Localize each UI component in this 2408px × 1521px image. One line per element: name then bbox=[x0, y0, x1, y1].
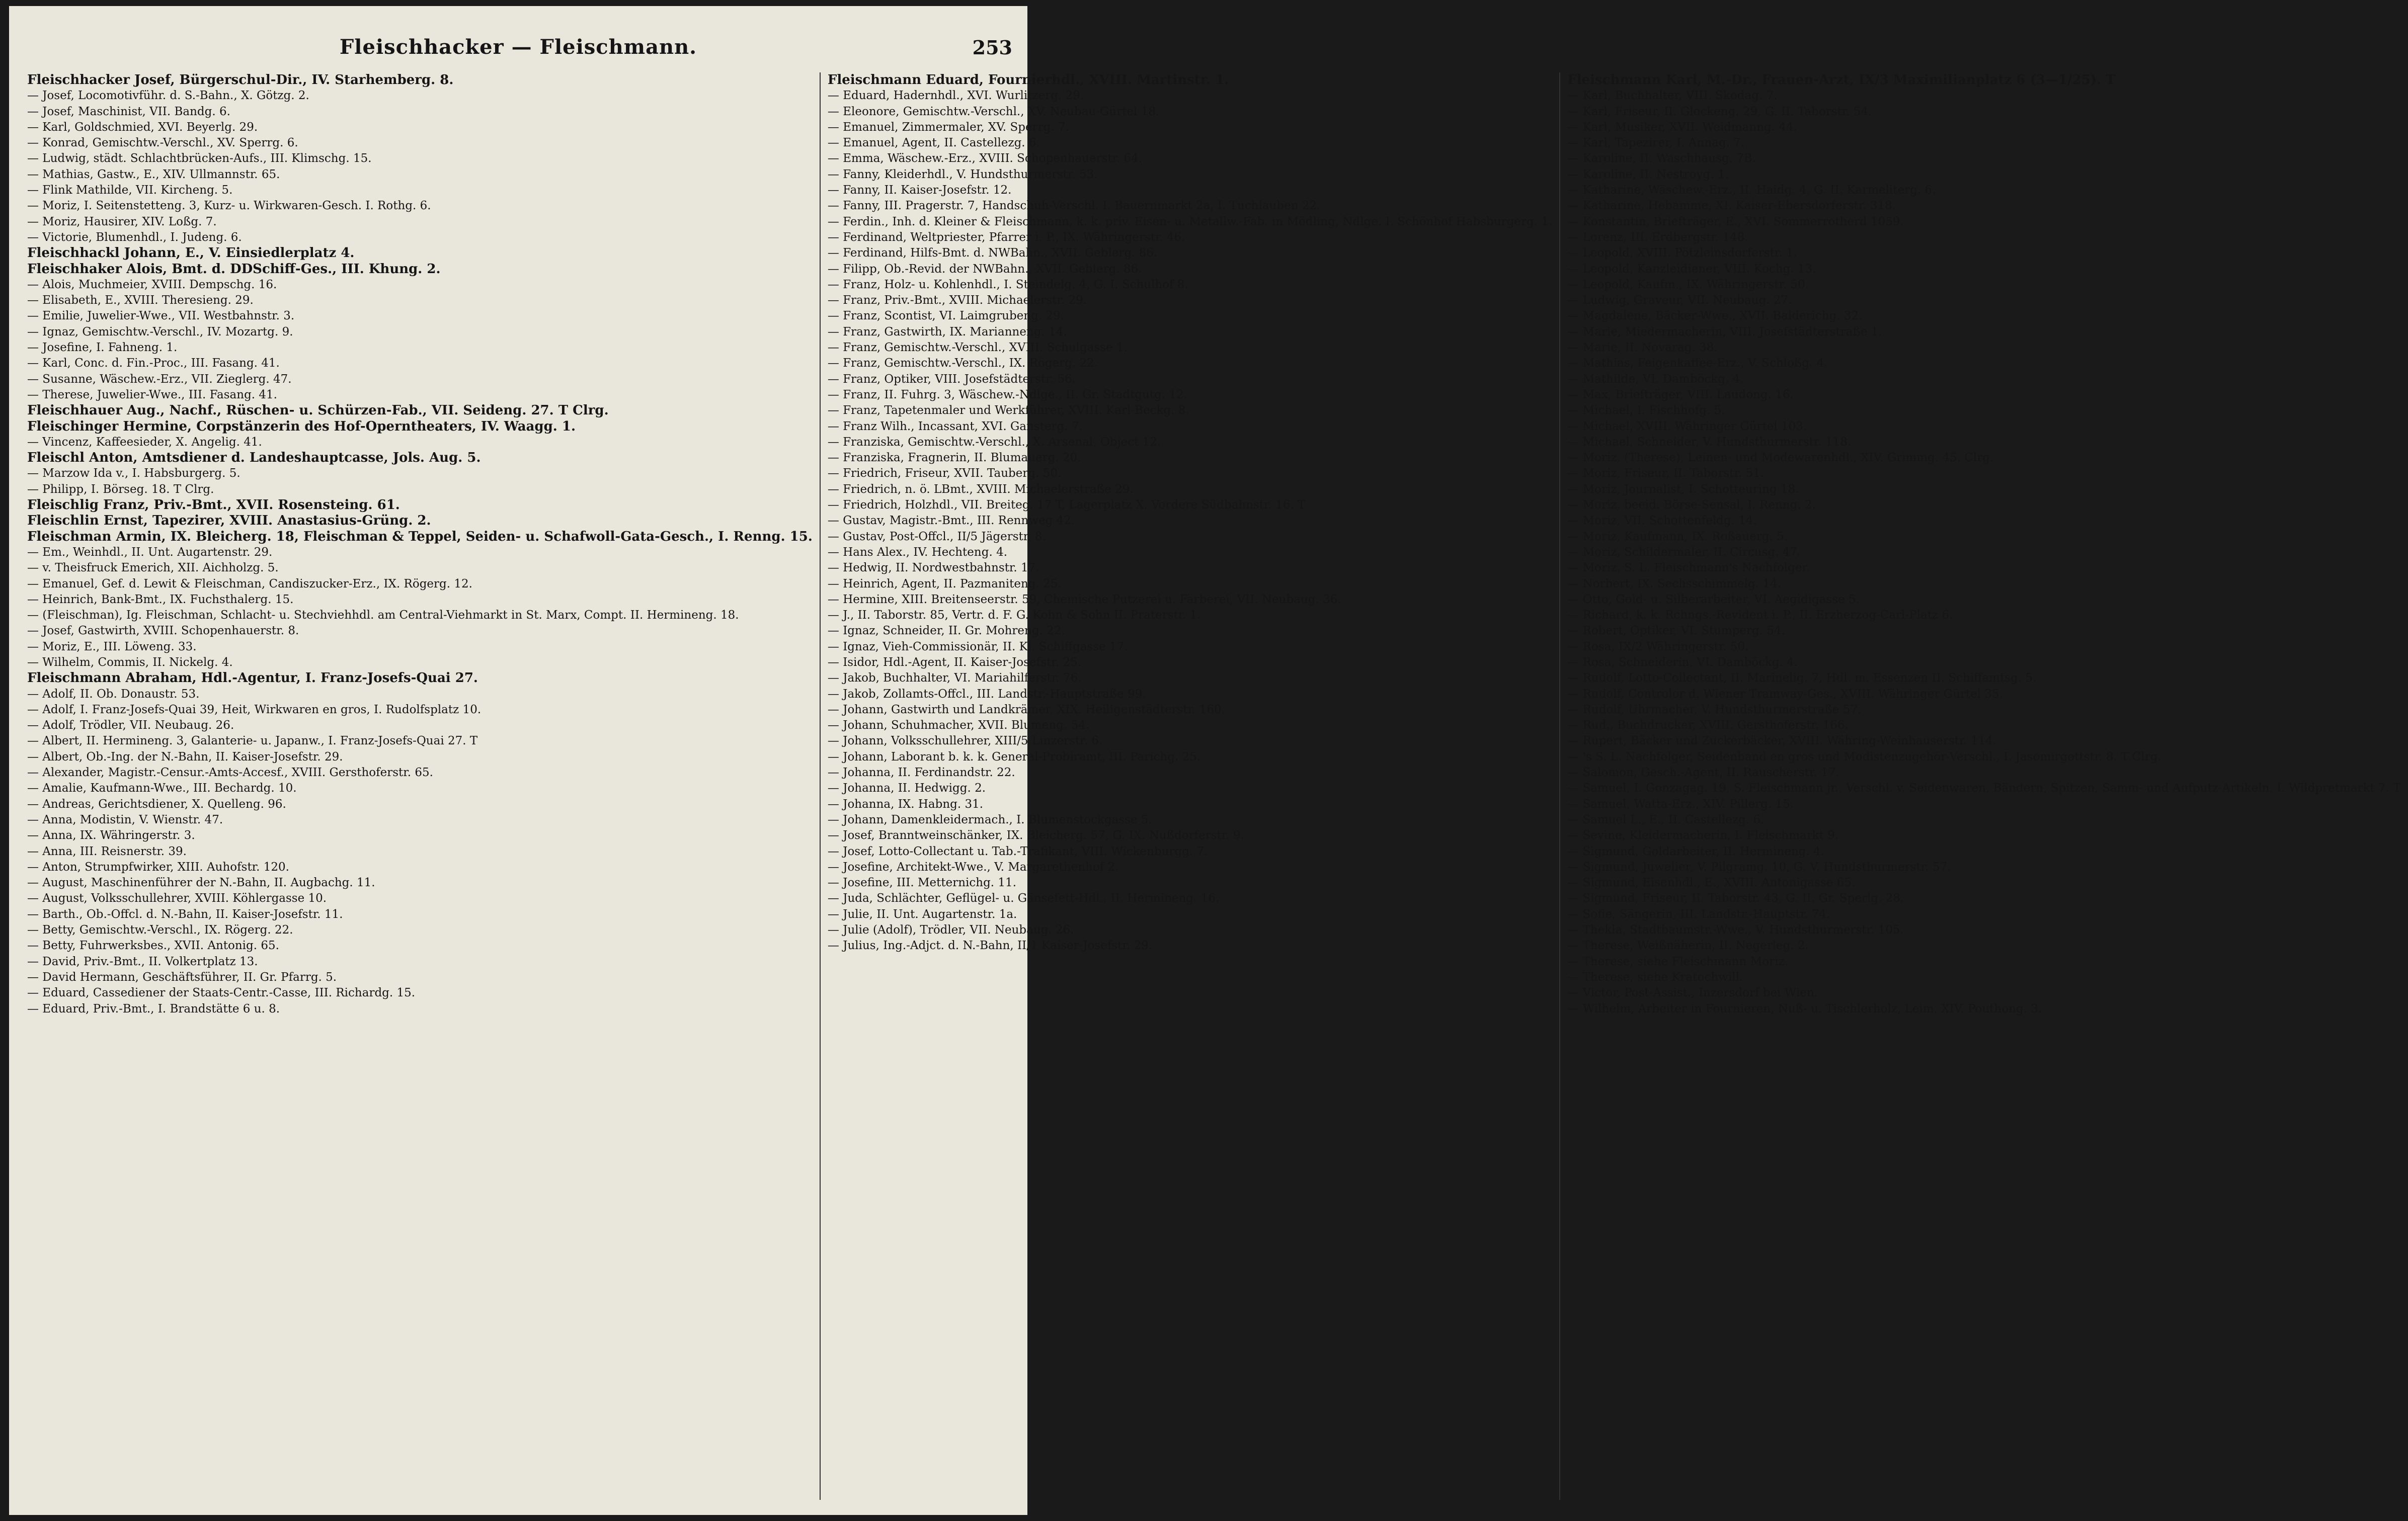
directory-entry: — Karl, Musiker, XVII. Weidmanng. 44. bbox=[1567, 120, 1797, 134]
directory-entry: — Karoline, II. Waschhausg. 7B. bbox=[1567, 152, 1756, 165]
directory-entry: Fleischmann Eduard, Fournierhdl., XVIII. Martinstr. 1. bbox=[827, 72, 1229, 88]
directory-entry: — Hermine, XIII. Breitenseerstr. 59, Chemische Putzerei u. Färberei, VII. Neubaug. 36. bbox=[827, 593, 1341, 606]
directory-entry: — David, Priv.-Bmt., II. Volkertplatz 13. bbox=[27, 955, 258, 968]
directory-entry: — Ignaz, Gemischtw.-Verschl., IV. Mozartg. 9. bbox=[27, 325, 293, 339]
directory-entry: — Franz, Gemischtw.-Verschl., XVIII. Schulgasse 1. bbox=[827, 341, 1128, 355]
directory-entry: Fleischmann Karl, M.-Dr., Frauen-Arzt, IX/3 Maximilianplatz 6 (3—1/25). T bbox=[1567, 72, 2116, 88]
directory-entry: — Adolf, II. Ob. Donaustr. 53. bbox=[27, 687, 200, 701]
directory-entry: — Victorie, Blumenhdl., I. Judeng. 6. bbox=[27, 230, 242, 244]
directory-entry: — Moriz, I. Seitenstetteng. 3, Kurz- u. Wirkwaren-Gesch. I. Rothg. 6. bbox=[27, 199, 431, 213]
directory-page bbox=[9, 6, 2401, 1515]
directory-entry: — Marzow Ida v., I. Habsburgerg. 5. bbox=[27, 467, 240, 480]
directory-entry: — Fanny, Kleiderhdl., V. Hundsthurmerstr. 53. bbox=[827, 167, 1098, 181]
directory-entry: — Josef, Locomotivführ. d. S.-Bahn., X. Götzg. 2. bbox=[27, 89, 309, 103]
directory-entry: — Franziska, Fragnerin, II. Blumauerg. 20. bbox=[827, 451, 1081, 465]
directory-entry: — Johann, Volksschullehrer, XIII/5 Linzerstr. 6. bbox=[827, 734, 1103, 748]
directory-entry: — Ignaz, Schneider, II. Gr. Mohreng. 22. bbox=[827, 624, 1065, 638]
directory-entry: — Hans Alex., IV. Hechteng. 4. bbox=[827, 545, 1008, 559]
directory-entry: Fleischlig Franz, Priv.-Bmt., XVII. Rosensteing. 61. bbox=[27, 497, 400, 513]
directory-entry: — Ferdin., Inh. d. Kleiner & Fleischmann, k. k. priv. Eisen- u. Metallw.-Fab. in Mödling, Ndlge. I. Schönhof Habsburgerg. 1. bbox=[827, 215, 1553, 228]
directory-entry: — Franz, Tapetenmaler und Werkführer, XVIII. Karl-Beckg. 8. bbox=[827, 404, 1189, 417]
directory-entry: — Marie, Miedermacherin, VIII. Josefstädterstraße 1. bbox=[1567, 325, 1882, 339]
directory-entry: — Emanuel, Agent, II. Castellezg. 6. bbox=[827, 136, 1040, 150]
directory-entry: — Amalie, Kaufmann-Wwe., III. Bechardg. 10. bbox=[27, 782, 297, 795]
directory-entry: — Emilie, Juwelier-Wwe., VII. Westbahnstr. 3. bbox=[27, 309, 295, 323]
directory-entry: — Mathias, Gastw., E., XIV. Ullmannstr. 65. bbox=[27, 167, 280, 181]
directory-entry: — Ferdinand, Hilfs-Bmt. d. NWBahn., XVII. Geblerg. 86. bbox=[827, 246, 1158, 260]
directory-entry: — Karl, Conc. d. Fin.-Proc., III. Fasang. 41. bbox=[27, 357, 280, 370]
directory-entry: — Josef, Maschinist, VII. Bandg. 6. bbox=[27, 105, 230, 118]
directory-entry: Fleischl Anton, Amtsdiener d. Landeshauptcasse, Jols. Aug. 5. bbox=[27, 450, 481, 466]
directory-entry: — Rudolf, Controlor d. Wiener Tramway-Ges., XVIII. Währinger Gürtel 35. bbox=[1567, 687, 2003, 701]
directory-entry: — Mathias, Feigenkaffee-Erz., V. Schloßg. 4. bbox=[1567, 357, 1828, 370]
directory-entry: — Sigmund, Juwelier, V. Pilgramg. 10, G. V. Hundsthurmerstr. 57. bbox=[1567, 860, 1951, 874]
column-2 bbox=[821, 72, 1560, 1500]
directory-entry: — Therese, Juwelier-Wwe., III. Fasang. 41. bbox=[27, 388, 277, 401]
directory-entry: — Johann, Laborant b. k. k. General-Probiramt, III. Parichg. 25. bbox=[827, 750, 1201, 764]
directory-entry: — August, Maschinenführer der N.-Bahn, II. Augbachg. 11. bbox=[27, 876, 375, 890]
directory-entry: — Mathilde, VI. Damböckg. 4. bbox=[1567, 372, 1744, 386]
directory-entry: — Gustav, Post-Offcl., II/5 Jägerstr. 8. bbox=[827, 530, 1046, 543]
directory-entry: — Katharine, Wäschew.-Erz., II. Haidg. 4, G. II. Karmeliterg. 6. bbox=[1567, 184, 1936, 197]
directory-entry: — Leopold, Kanzleidiener, VIII. Kochg. 13. bbox=[1567, 262, 1816, 276]
directory-entry: — Rud., Buchdrucker, XVIII. Gersthoferstr. 166. bbox=[1567, 719, 1849, 732]
directory-entry: — Albert, Ob.-Ing. der N.-Bahn, II. Kaiser-Josefstr. 29. bbox=[27, 750, 343, 764]
directory-entry: — Moriz, E., III. Löweng. 33. bbox=[27, 640, 197, 653]
directory-entry: — Franz, Holz- u. Kohlenhdl., I. Steindelg. 4, G. I. Schulhof 8. bbox=[827, 278, 1188, 291]
directory-entry: — Karl, Goldschmied, XVI. Beyerlg. 29. bbox=[27, 120, 258, 134]
directory-entry: — Rosa, IX/2 Währingerstr. 50. bbox=[1567, 640, 1749, 653]
directory-columns bbox=[20, 72, 2401, 1500]
directory-entry: — Moriz, VII. Schottenfeldg. 14. bbox=[1567, 514, 1757, 528]
directory-entry: — Richard, k. k. Rchngs.-Revident i. P., II. Erzherzog-Carl-Platz 6. bbox=[1567, 609, 1953, 622]
directory-entry: — Salomon, Gesch.-Agent, II. Rauscherstr. 17. bbox=[1567, 766, 1839, 780]
directory-entry: — Susanne, Wäschew.-Erz., VII. Zieglerg. 47. bbox=[27, 372, 292, 386]
directory-entry: — Moriz, beeid. Börse-Sensal, I. Renng. 2. bbox=[1567, 498, 1816, 512]
directory-entry: — Julie (Adolf), Trödler, VII. Neubaug. 26. bbox=[827, 923, 1074, 937]
directory-entry: Fleischmann Abraham, Hdl.-Agentur, I. Franz-Josefs-Quai 27. bbox=[27, 670, 478, 686]
column-1 bbox=[20, 72, 821, 1500]
directory-entry: — Hedwig, II. Nordwestbahnstr. 17. bbox=[827, 561, 1039, 575]
directory-entry: — Moriz, Hausirer, XIV. Loßg. 7. bbox=[27, 215, 217, 228]
directory-entry: — Barth., Ob.-Offcl. d. N.-Bahn, II. Kaiser-Josefstr. 11. bbox=[27, 907, 343, 921]
directory-entry: — Josefine, Architekt-Wwe., V. Margarethenhof 2. bbox=[827, 860, 1119, 874]
column-3 bbox=[1560, 72, 2407, 1500]
directory-entry: — Michael, Schneider, V. Hundsthurmerstr. 118. bbox=[1567, 435, 1852, 449]
directory-entry: — Leopold, Kaufm., IX. Währingerstr. 50. bbox=[1567, 278, 1809, 291]
directory-entry: — Konstantin, Briefträger, E., XVI. Sommerrotherd 1059. bbox=[1567, 215, 1904, 228]
directory-entry: — Sevine, Kleidermacherin, I. Fleischmarkt 9. bbox=[1567, 829, 1839, 842]
directory-entry: — 's S. L. Nachfolger, Seidenband en gros und Modistenzugehör-Verschl., I. Jasomirgottstr. 8. T Clrg. bbox=[1567, 750, 2161, 764]
directory-entry: — Eduard, Hadernhdl., XVI. Wurlitzerg. 29. bbox=[827, 89, 1084, 103]
directory-entry: — Sigmund, Friseur, II. Taborstr. 43, G. II. Gr. Sperlg. 28. bbox=[1567, 892, 1904, 905]
directory-entry: — Emma, Wäschew.-Erz., XVIII. Schopenhauerstr. 64. bbox=[827, 152, 1143, 165]
directory-entry: Fleischhauer Aug., Nachf., Rüschen- u. Schürzen-Fab., VII. Seideng. 27. T Clrg. bbox=[27, 403, 609, 418]
directory-entry: — Heinrich, Agent, II. Pazmaniteng. 25. bbox=[827, 577, 1062, 590]
directory-entry: — Moriz, Kaufmann, IX. Roßauerg. 5. bbox=[1567, 530, 1788, 543]
directory-entry: — Betty, Fuhrwerksbes., XVII. Antonig. 65. bbox=[27, 939, 279, 953]
directory-entry: — Jakob, Buchhalter, VI. Mariahilferstr. 76. bbox=[827, 671, 1082, 685]
directory-entry: — Elisabeth, E., XVIII. Theresieng. 29. bbox=[27, 294, 254, 307]
directory-entry: — Juda, Schlächter, Geflügel- u. Gänsefett-Hdl., II. Hermineng. 16. bbox=[827, 892, 1220, 905]
directory-entry: — Eduard, Cassediener der Staats-Centr.-Casse, III. Richardg. 15. bbox=[27, 986, 416, 1000]
directory-entry: — Moriz, (Therese), Leinen- und Modewarenhdl., XIV. Grimmg. 45. Clrg. bbox=[1567, 451, 1994, 465]
directory-entry: — Johann, Damenkleidermach., I. Blumenstockgasse 5. bbox=[827, 813, 1152, 826]
directory-entry: — Otto, Gold- u. Silberarbeiter, VI. Aegidigasse 5. bbox=[1567, 593, 1860, 606]
directory-entry: — Sofie, Sängerin, III. Landstr.-Hauptstr. 74. bbox=[1567, 907, 1830, 921]
directory-entry: — Max, Briefträger, VIII. Laudong. 16. bbox=[1567, 388, 1794, 401]
directory-entry: — Rosa, Schneiderin, VI. Damböckg. 4. bbox=[1567, 655, 1798, 669]
directory-entry: — Josef, Lotto-Collectant u. Tab.-Trafikant, VIII. Wickenburgg. 7. bbox=[827, 844, 1208, 858]
directory-entry: — Samuel, Watta-Erz., XIV. Pillerg. 15. bbox=[1567, 797, 1794, 811]
directory-entry: — Anna, Modistin, V. Wienstr. 47. bbox=[27, 813, 223, 826]
directory-entry: — Vincenz, Kaffeesieder, X. Angelig. 41. bbox=[27, 435, 262, 449]
directory-entry: — Anna, III. Reisnerstr. 39. bbox=[27, 844, 187, 858]
directory-entry: — Heinrich, Bank-Bmt., IX. Fuchsthalerg. 15. bbox=[27, 593, 294, 606]
directory-entry: — August, Volksschullehrer, XVIII. Köhlergasse 10. bbox=[27, 892, 327, 905]
directory-entry: — Therese, siehe Fleischmann Moriz. bbox=[1567, 955, 1788, 968]
directory-entry: Fleischlin Ernst, Tapezirer, XVIII. Anastasius-Grüng. 2. bbox=[27, 513, 431, 529]
directory-entry: — Anton, Strumpfwirker, XIII. Auhofstr. 120. bbox=[27, 860, 289, 874]
directory-entry: — Rupert, Bäcker und Zuckerbäcker, XVIII. Währing-Weinhauserstr. 114. bbox=[1567, 734, 1997, 748]
directory-entry: — Norbert, IX. Sechsschimmelg. 14. bbox=[1567, 577, 1782, 590]
directory-entry: — Robert, Optiker, VI. Stumperg. 54. bbox=[1567, 624, 1785, 638]
directory-entry: — Andreas, Gerichtsdiener, X. Quelleng. 96. bbox=[27, 797, 286, 811]
directory-entry: Fleischhaker Alois, Bmt. d. DDSchiff-Ges., III. Khung. 2. bbox=[27, 261, 441, 277]
directory-entry: — Franz, II. Fuhrg. 3, Wäschew.-Ndlge., II. Gr. Stadtgutg. 12. bbox=[827, 388, 1188, 401]
page-header bbox=[9, 35, 1027, 70]
directory-entry: — Samuel L., E., II. Castellezg. 6. bbox=[1567, 813, 1764, 826]
directory-entry: — Sigmund, Eisenhdl., E., XVIII. Antonigasse 65. bbox=[1567, 876, 1856, 890]
directory-entry: — Josef, Branntweinschänker, IX. Bleicherg. 57, G. IX. Nußdorferstr. 9. bbox=[827, 829, 1244, 842]
directory-entry: — Em., Weinhdl., II. Unt. Augartenstr. 29. bbox=[27, 545, 273, 559]
directory-entry: — J., II. Taborstr. 85, Vertr. d. F. G. Kohn & Sohn II. Praterstr. 1. bbox=[827, 609, 1201, 622]
directory-entry: — Michael, XVIII. Währinger Gürtel 103. bbox=[1567, 419, 1807, 433]
directory-entry: — Ignaz, Vieh-Commissionär, II. Kl. Schiffgasse 17. bbox=[827, 640, 1128, 653]
directory-entry: — Franz, Priv.-Bmt., XVIII. Michaelerstr. 29. bbox=[827, 294, 1087, 307]
directory-entry: Fleischhackl Johann, E., V. Einsiedlerplatz 4. bbox=[27, 245, 355, 261]
directory-entry: — Franz, Optiker, VIII. Josefstädterstr. 56. bbox=[827, 372, 1076, 386]
directory-entry: — Gustav, Magistr.-Bmt., III. Rennweg 42. bbox=[827, 514, 1075, 528]
directory-entry: — Karl, Buchhalter, VIII. Skodag. 7. bbox=[1567, 89, 1778, 103]
directory-entry: — Julie, II. Unt. Augartenstr. 1a. bbox=[827, 907, 1017, 921]
directory-entry: — Franz, Gastwirth, IX. Marianneng. 14. bbox=[827, 325, 1067, 339]
directory-entry: — Ludwig, Graveur, VII. Neubaug. 27. bbox=[1567, 294, 1792, 307]
directory-entry: — Thekla, Stadtbaumstr.-Wwe., V. Hundsthurmerstr. 105. bbox=[1567, 923, 1904, 937]
directory-entry: — Ludwig, städt. Schlachtbrücken-Aufs., III. Klimschg. 15. bbox=[27, 152, 372, 165]
directory-entry: — Ferdinand, Weltpriester, Pfarrer i. P., IX. Währingerstr. 46. bbox=[827, 230, 1185, 244]
directory-entry: — Flink Mathilde, VII. Kircheng. 5. bbox=[27, 184, 233, 197]
directory-entry: — Sigmund, Goldarbeiter, II. Hermineng. 4. bbox=[1567, 844, 1824, 858]
directory-entry: — Friedrich, n. ö. LBmt., XVIII. Michaelerstraße 29. bbox=[827, 482, 1134, 496]
directory-entry: — v. Theisfruck Emerich, XII. Aichholzg. 5. bbox=[27, 561, 279, 575]
directory-entry: — Konrad, Gemischtw.-Verschl., XV. Sperrg. 6. bbox=[27, 136, 298, 150]
directory-entry: — Magdalene, Bäcker-Wwe., XVII. Balderichg. 32. bbox=[1567, 309, 1863, 323]
directory-entry: — Alois, Muchmeier, XVIII. Dempschg. 16. bbox=[27, 278, 277, 291]
directory-entry: — Johann, Schuhmacher, XVII. Blumeng. 54. bbox=[827, 719, 1090, 732]
directory-entry: — Johanna, IX. Habng. 31. bbox=[827, 797, 984, 811]
directory-entry: — Fanny, II. Kaiser-Josefstr. 12. bbox=[827, 184, 1012, 197]
directory-entry: — Moriz, Journalist, I. Schotteuring 18. bbox=[1567, 482, 1799, 496]
directory-entry: — Philipp, I. Börseg. 18. T Clrg. bbox=[27, 482, 214, 496]
directory-entry: — Friedrich, Friseur, XVII. Tauberg. 50. bbox=[827, 467, 1062, 480]
directory-entry: — Rudolf, Uhrmacher, V. Hundsthurmerstraße 57. bbox=[1567, 703, 1862, 716]
directory-entry: — Emanuel, Zimmermaler, XV. Sperrg. 7. bbox=[827, 120, 1069, 134]
directory-entry: — Filipp, Ob.-Revid. der NWBahn., XVII. Geblerg. 86. bbox=[827, 262, 1142, 276]
directory-entry: — Josefine, III. Metternichg. 11. bbox=[827, 876, 1017, 890]
directory-entry: — Fanny, III. Pragerstr. 7, Handschuh-Verschl. I. Bauernmarkt 2a, I. Tuchlauben 22. bbox=[827, 199, 1321, 213]
directory-entry: — Jakob, Zollamts-Offcl., III. Landstr.-Hauptstraße 99. bbox=[827, 687, 1146, 701]
directory-entry: — Adolf, I. Franz-Josefs-Quai 39, Heit, Wirkwaren en gros, I. Rudolfsplatz 10. bbox=[27, 703, 481, 716]
directory-entry: — Moriz, S. L. Fleischmann's Nachfolger. bbox=[1567, 561, 1810, 575]
directory-entry: — Samuel, I. Gonzagag. 19, S. Fleischmann jr., Verschl. v. Seidenwaren, Bändern, Spitzen, Samm- und Aufputz-Artikeln, I. Wildpretmarkt 7. T bbox=[1567, 782, 2401, 795]
directory-entry: — Franziska, Gemischtw.-Verschl., X. Arsenal, Object 12. bbox=[827, 435, 1161, 449]
directory-entry: — Therese, Weißnäherin, II. Negerleg. 2. bbox=[1567, 939, 1809, 953]
directory-entry: — Julius, Ing.-Adjct. d. N.-Bahn, II/1 Kaiser-Josefstr. 29. bbox=[827, 939, 1153, 953]
directory-entry: — Eleonore, Gemischtw.-Verschl., XV. Neubau-Gürtel 18. bbox=[827, 105, 1160, 118]
directory-entry: — Alexander, Magistr.-Censur.-Amts-Accesf., XVIII. Gersthoferstr. 65. bbox=[27, 766, 433, 780]
directory-entry: — Therese, siehe Kratochwill. bbox=[1567, 970, 1743, 984]
directory-entry: — (Fleischman), Ig. Fleischman, Schlacht- u. Stechviehhdl. am Central-Viehmarkt in St. Marx, Compt. II. Hermineng. 18. bbox=[27, 609, 739, 622]
page-number: 253 bbox=[972, 36, 1012, 59]
directory-entry: Fleischman Armin, IX. Bleicherg. 18, Fleischman & Teppel, Seiden- u. Schafwoll-Gata-Gesch., I. Renng. 15. bbox=[27, 529, 813, 544]
directory-entry: — Karl, Tapezirer, I. Annag. 7. bbox=[1567, 136, 1745, 150]
directory-entry: Fleischinger Hermine, Corpstänzerin des Hof-Operntheaters, IV. Waagg. 1. bbox=[27, 418, 576, 434]
directory-entry: — Wilhelm, Commis, II. Nickelg. 4. bbox=[27, 655, 233, 669]
directory-entry: — Josef, Gastwirth, XVIII. Schopenhauerstr. 8. bbox=[27, 624, 299, 638]
directory-entry: — Katharine, Hebamme, XI. Kaiser-Ebersdorferstr. 318. bbox=[1567, 199, 1896, 213]
directory-entry: — Franz Wilh., Incassant, XVI. Gansterg. 7. bbox=[827, 419, 1083, 433]
directory-entry: — Wilhelm, Arbeiter in Fournieren, Nuß- u. Tischlerholz, Leim, XIV. Pouthong. 3. bbox=[1567, 1002, 2042, 1016]
directory-entry: — Leopold, XVIII. Pötzleinsdorferstr. 1. bbox=[1567, 246, 1797, 260]
directory-entry: — Albert, II. Hermineng. 3, Galanterie- u. Japanw., I. Franz-Josefs-Quai 27. T bbox=[27, 734, 478, 748]
directory-entry: — Josefine, I. Fahneng. 1. bbox=[27, 341, 178, 355]
directory-entry: Fleischhacker Josef, Bürgerschul-Dir., IV. Starhemberg. 8. bbox=[27, 72, 454, 88]
directory-entry: — Adolf, Trödler, VII. Neubaug. 26. bbox=[27, 719, 234, 732]
directory-entry: — Marie, II. Novarag. 38. bbox=[1567, 341, 1718, 355]
directory-entry: — Betty, Gemischtw.-Verschl., IX. Rögerg. 22. bbox=[27, 923, 293, 937]
directory-entry: — Victor, Post-Assist., Inzersdorf bei Wien. bbox=[1567, 986, 1818, 1000]
directory-entry: — Franz, Gemischtw.-Verschl., IX. Rögerg. 22. bbox=[827, 357, 1098, 370]
directory-entry: — Moriz, Friseur, II. Taborstr. 51. bbox=[1567, 467, 1764, 480]
directory-entry: — Eduard, Priv.-Bmt., I. Brandstätte 6 u. 8. bbox=[27, 1002, 280, 1016]
directory-entry: — Michael, I. Fischhofg. 5. bbox=[1567, 404, 1725, 417]
directory-entry: — Isidor, Hdl.-Agent, II. Kaiser-Josefstr. 25. bbox=[827, 655, 1081, 669]
directory-entry: — Franz, Scontist, VI. Laimgrubeng. 29. bbox=[827, 309, 1065, 323]
directory-entry: — Friedrich, Holzhdl., VII. Breiteg. 17 T, Lagerplatz X. Vordere Südbahnstr. 16. T bbox=[827, 498, 1306, 512]
directory-entry: — Emanuel, Gef. d. Lewit & Fleischman, Candiszucker-Erz., IX. Rögerg. 12. bbox=[27, 577, 472, 590]
directory-entry: — Karoline, II. Nestroyg. 1. bbox=[1567, 167, 1729, 181]
directory-entry: — Johanna, II. Hedwigg. 2. bbox=[827, 782, 986, 795]
directory-entry: — Johann, Gastwirth und Landkrämer, XIX. Heiligenstädterstr. 160. bbox=[827, 703, 1225, 716]
directory-entry: — Moriz, Schildermaler, II. Circusg. 47. bbox=[1567, 545, 1801, 559]
directory-entry: — Lorenz, III. Erdbergstr. 148. bbox=[1567, 230, 1748, 244]
directory-entry: — Karl, Friseur, II. Glockeng. 29, G. II. Taborstr. 54. bbox=[1567, 105, 1872, 118]
directory-entry: — David Hermann, Geschäftsführer, II. Gr. Pfarrg. 5. bbox=[27, 970, 337, 984]
directory-entry: — Rudolf, Lotto-Collectant, II. Marinelig. 7, Hdl. m. Essenzen II. Schiffamtsg. 5. bbox=[1567, 671, 2037, 685]
directory-entry: — Anna, IX. Währingerstr. 3. bbox=[27, 829, 195, 842]
running-title: Fleischhacker — Fleischmann. bbox=[339, 35, 697, 59]
directory-entry: — Johanna, II. Ferdinandstr. 22. bbox=[827, 766, 1015, 780]
